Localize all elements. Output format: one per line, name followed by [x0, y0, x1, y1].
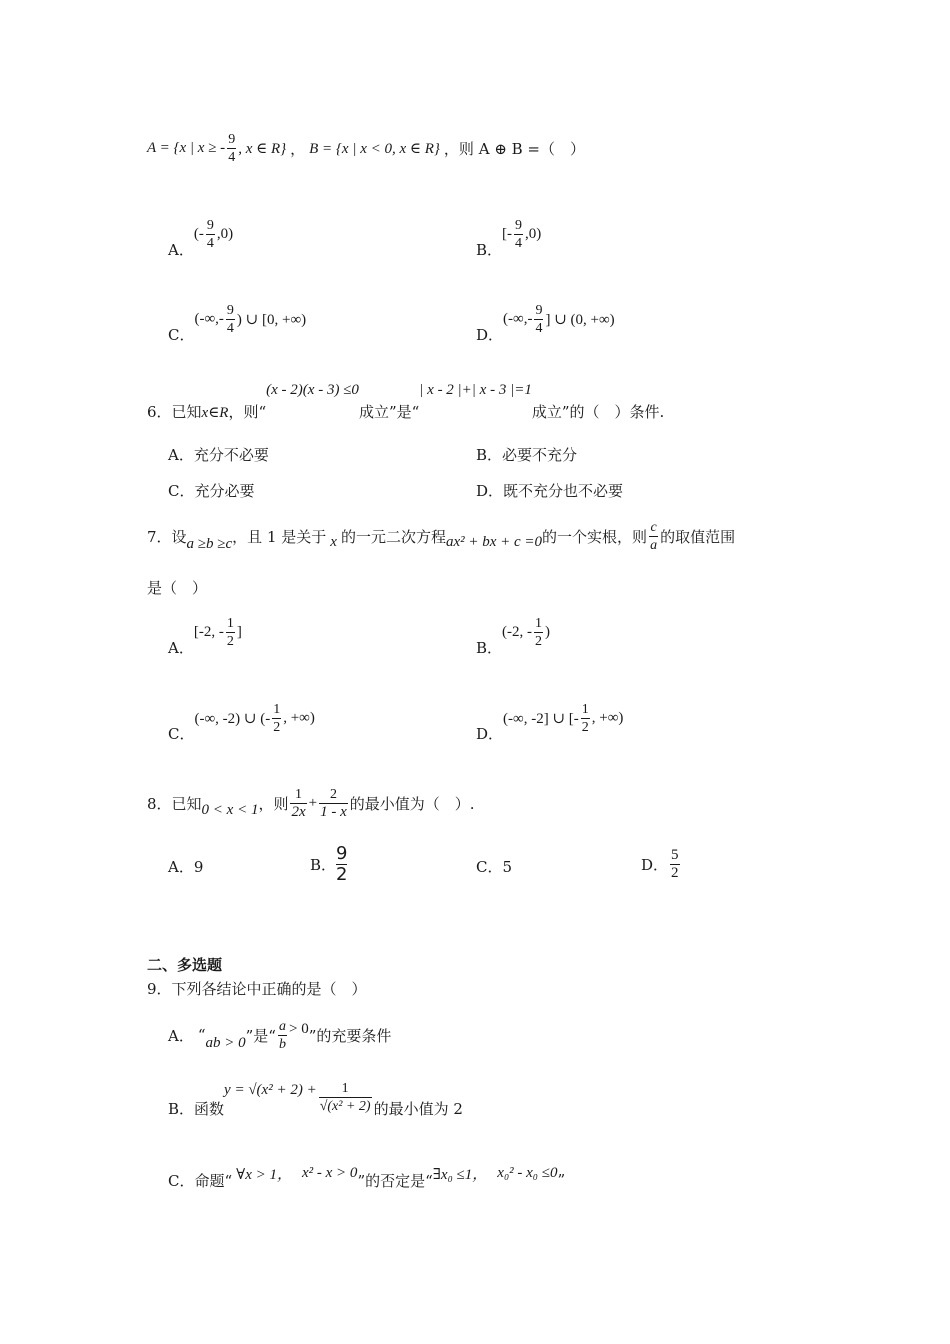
frac-den: 2 — [535, 633, 543, 649]
q5-option-c[interactable] — [168, 297, 307, 344]
interval-end: ,0) — [525, 225, 542, 242]
q7-text: 的一元二次方程 — [340, 527, 446, 546]
set-a-fraction — [227, 131, 236, 166]
q9-option-a[interactable] — [168, 1013, 391, 1057]
interval-start: (-∞,- — [194, 310, 224, 327]
option-label: B． — [310, 855, 337, 874]
interval-end: ) ∪ [0, +∞) — [236, 311, 307, 328]
option-label: A． — [168, 858, 194, 876]
frac-den: 4 — [206, 235, 214, 251]
frac-num: 5 — [671, 846, 679, 863]
q6-option-b[interactable] — [476, 444, 577, 465]
q7-text: 的一个实根，则 — [542, 527, 648, 546]
option-label: C． — [168, 724, 195, 743]
frac-num: 1 — [226, 615, 234, 631]
frac-den: 2 — [671, 864, 679, 881]
frac-den: 2 — [581, 719, 589, 735]
q7-fraction — [649, 519, 658, 554]
frac-num: 1 — [273, 701, 281, 717]
q8-option-a[interactable] — [168, 856, 203, 877]
option-label: C． — [168, 482, 195, 500]
q6-text: ，则“ — [228, 403, 267, 421]
option-fraction — [278, 1018, 287, 1053]
option-fraction — [534, 615, 543, 650]
option-fraction — [670, 847, 680, 882]
q5-set-line — [147, 128, 585, 168]
option-label: C． — [168, 325, 195, 344]
frac-den: 4 — [226, 320, 234, 336]
frac-den: √(x² + 2) — [319, 1098, 371, 1114]
q5-question: ，则 A ⊕ B =（ ） — [443, 139, 585, 158]
option-text: 既不充分也不必要 — [503, 482, 624, 500]
q9-option-c[interactable] — [168, 1158, 565, 1188]
q8-option-d[interactable] — [641, 842, 682, 886]
q7-option-a[interactable] — [168, 610, 242, 657]
interval-end: ) — [545, 623, 551, 640]
frac-num: 1 — [341, 1080, 349, 1096]
option-label: B． — [476, 240, 503, 259]
interval-start: [- — [502, 225, 513, 242]
option-fraction — [581, 701, 590, 736]
interval-start: (-∞, -2] ∪ [- — [503, 710, 579, 727]
q7-number: 7．设 — [147, 527, 187, 546]
quote-open: “ — [197, 1026, 206, 1044]
frac-num: 9 — [228, 131, 236, 147]
frac-den: 2 — [226, 633, 234, 649]
q7-condition: a ≥b ≥c — [186, 535, 233, 552]
q6-expression-1: (x - 2)(x - 3) ≤0 — [266, 382, 359, 398]
option-text: ”的否定是“ — [357, 1171, 433, 1190]
frac-den: 2 — [273, 719, 281, 735]
option-label: A． — [168, 446, 194, 464]
option-label: C． — [168, 1171, 195, 1190]
frac-den: 4 — [535, 320, 543, 336]
option-label: A． — [168, 240, 194, 259]
section-title: 二、多选题 — [147, 956, 223, 974]
option-expression: > 0 — [288, 1020, 309, 1037]
q6-option-d[interactable] — [476, 480, 623, 501]
q8-option-c[interactable] — [476, 856, 512, 877]
separator: ， — [290, 139, 306, 158]
q8-number: 8．已知 — [147, 794, 202, 813]
frac-num: 1 — [581, 701, 589, 717]
option-fraction — [206, 217, 215, 252]
q7-stem — [147, 514, 735, 558]
plus-sign: + — [308, 794, 318, 811]
q7-stem-cont: 是（ ） — [147, 579, 208, 597]
option-text: 9 — [193, 858, 204, 876]
option-text: 命题“ — [194, 1171, 233, 1190]
q8-text: 的最小值为（ ）. — [349, 794, 475, 813]
frac-num: c — [650, 519, 657, 535]
frac-num: 9 — [206, 217, 214, 233]
q8-stem — [147, 781, 475, 825]
interval-start: (-2, - — [502, 623, 533, 640]
set-b: B = {x | x < 0, x ∈ R} — [309, 140, 440, 157]
interval-start: [-2, - — [193, 623, 224, 640]
option-text: ”的充要条件 — [308, 1026, 392, 1045]
q9-stem: 9．下列各结论中正确的是（ ） — [147, 980, 367, 998]
q6-number: 6．已知 — [147, 403, 202, 421]
option-text: 充分不必要 — [193, 446, 269, 464]
option-label: B． — [476, 446, 503, 464]
frac-num: 9 — [226, 302, 234, 318]
option-fraction — [226, 615, 235, 650]
frac-num: 2 — [329, 786, 337, 802]
option-expression: x² - x > 0 — [302, 1164, 358, 1181]
frac-num: 9 — [515, 217, 523, 233]
frac-num: 1 — [535, 615, 543, 631]
option-text: 必要不充分 — [502, 446, 578, 464]
q6-condition: x∈R — [201, 405, 229, 421]
q8-fraction-2 — [319, 786, 348, 821]
q5-option-a[interactable] — [168, 212, 234, 259]
q6-option-c[interactable] — [168, 480, 255, 501]
q8-text: ，则 — [258, 794, 289, 813]
interval-end: ] — [236, 623, 242, 640]
q7-option-c[interactable] — [168, 696, 315, 743]
q6-text: 成立”的（ ）条件. — [531, 403, 665, 421]
option-fraction — [534, 302, 543, 337]
q8-option-b[interactable] — [310, 842, 347, 886]
option-fraction — [319, 1080, 372, 1115]
q8-fraction-1 — [290, 786, 306, 821]
q6-text: 成立”是“ — [358, 403, 420, 421]
frac-num: 9 — [336, 842, 348, 864]
q6-expression-2: | x - 2 |+| x - 3 |=1 — [419, 382, 532, 398]
q5-option-b[interactable] — [476, 212, 542, 259]
q8-condition: 0 < x < 1 — [201, 801, 259, 818]
frac-num: 9 — [535, 302, 543, 318]
option-fraction — [272, 701, 281, 736]
option-label: D． — [476, 482, 504, 500]
q9-option-b[interactable] — [168, 1072, 463, 1122]
q7-text: ，且 1 是关于 — [232, 527, 327, 546]
option-label: D． — [476, 325, 504, 344]
q6-stem — [147, 382, 664, 422]
interval-end: , +∞) — [591, 709, 624, 726]
option-label: D． — [476, 724, 504, 743]
frac-den: 2x — [291, 803, 306, 820]
option-text: 的最小值为 2 — [373, 1099, 463, 1118]
frac-den: 1 - x — [320, 803, 347, 820]
frac-num: 1 — [295, 786, 303, 802]
q7-variable: x — [330, 533, 337, 550]
frac-den: a — [650, 537, 658, 553]
interval-start: (-∞, -2) ∪ (- — [194, 710, 271, 727]
q7-option-b[interactable] — [476, 610, 551, 657]
q5-option-d[interactable] — [476, 297, 615, 344]
option-label: A． — [168, 1026, 194, 1045]
option-label: B． — [476, 638, 503, 657]
option-text: 函数 — [194, 1099, 225, 1118]
frac-den: 4 — [228, 149, 236, 165]
interval-end: , +∞) — [283, 709, 315, 726]
option-fraction — [514, 217, 523, 252]
option-expression: ∃x₀ ≤1， — [432, 1166, 488, 1183]
option-fraction — [336, 844, 347, 885]
option-text: 充分必要 — [194, 482, 255, 500]
option-text: ” — [557, 1171, 566, 1189]
q6-option-a[interactable] — [168, 444, 269, 465]
option-expression: ab > 0 — [205, 1034, 246, 1051]
option-fraction — [226, 302, 235, 337]
option-expression: ∀x > 1， — [236, 1166, 292, 1183]
frac-den: 4 — [515, 235, 523, 251]
frac-num: a — [278, 1018, 286, 1034]
q7-option-d[interactable] — [476, 696, 624, 743]
frac-den: b — [278, 1036, 286, 1052]
option-label: C． — [476, 858, 503, 876]
q7-text: 的取值范围 — [660, 527, 736, 546]
frac-den: 2 — [336, 863, 348, 885]
interval-start: (- — [193, 225, 204, 242]
function-expression: y = √(x² + 2) + — [224, 1081, 317, 1098]
option-label: D． — [641, 855, 669, 874]
option-text: 5 — [502, 858, 513, 876]
q7-equation: ax² + bx + c =0 — [445, 533, 543, 550]
set-a-tail: , x ∈ R} — [238, 140, 287, 157]
option-text: ”是“ — [245, 1026, 276, 1045]
interval-end: ,0) — [216, 225, 234, 242]
set-a-head: A = {x | x ≥ - — [147, 139, 226, 156]
option-expression: x₀² - x₀ ≤0 — [497, 1164, 558, 1181]
option-label: B． — [168, 1099, 195, 1118]
interval-start: (-∞,- — [503, 310, 533, 327]
option-label: A． — [168, 638, 194, 657]
interval-end: ] ∪ (0, +∞) — [545, 311, 615, 328]
